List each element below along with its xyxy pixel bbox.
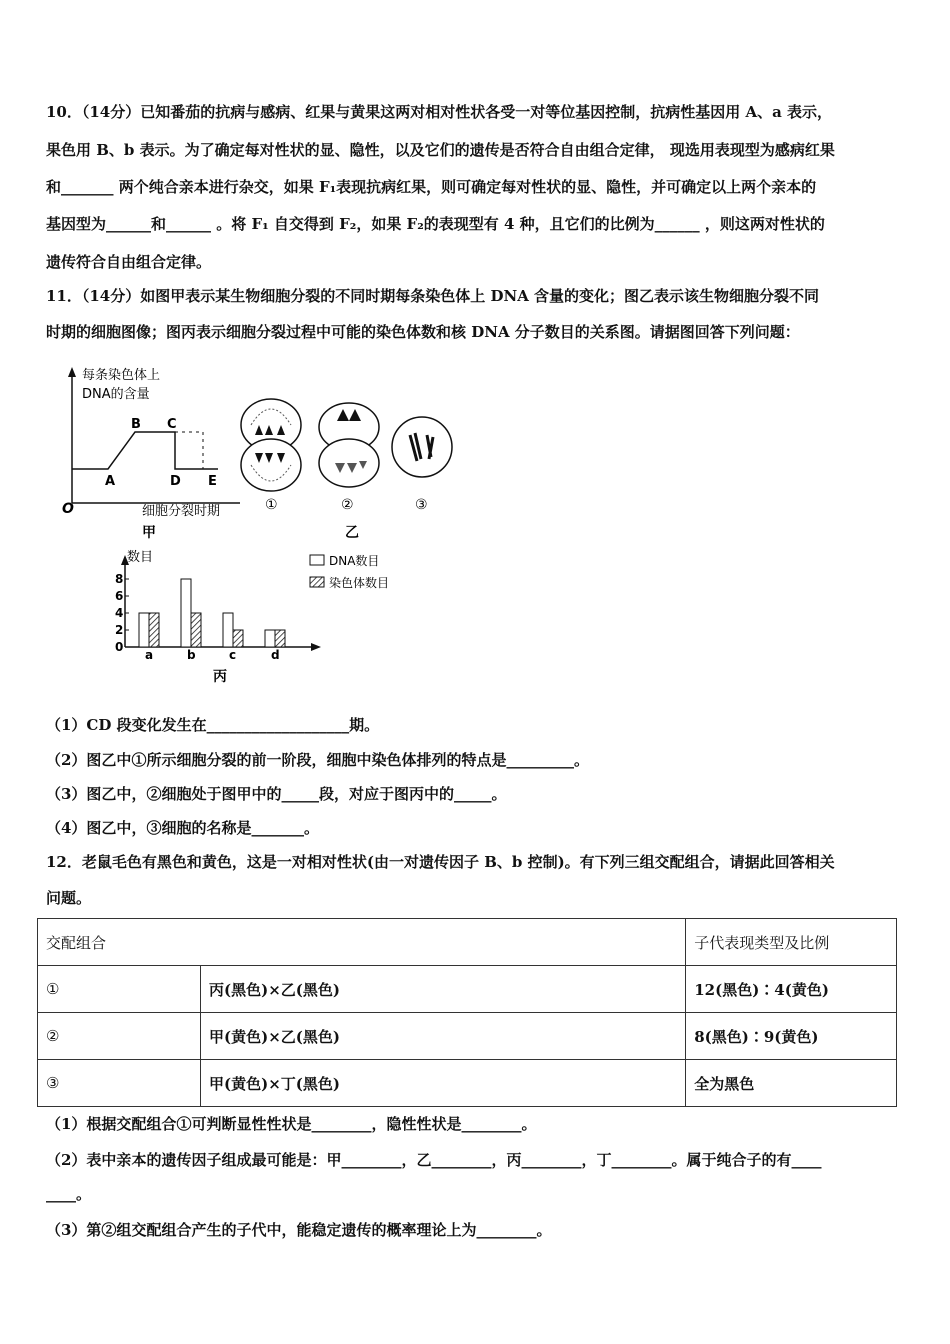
y-tick-label: 6 (115, 589, 124, 603)
q10-line-2: 果色用 B、b 表示。为了确定每对性状的显、隐性，以及它们的遗传是否符合自由组合定律， 现选用表现型为感病红果 (46, 141, 835, 159)
q12-sub-1: （1）根据交配组合①可判断显性性状是________，隐性性状是________。 (46, 1115, 537, 1133)
row-result: 8(黑色)∶9(黄色) (686, 1013, 897, 1060)
cross-table (37, 918, 897, 1107)
x-tick-label-d: d (271, 648, 280, 662)
cell-2-label: ② (341, 497, 354, 513)
point-e-label: E (208, 474, 217, 489)
point-a-label: A (105, 474, 116, 489)
table-row (38, 1013, 897, 1060)
cell-1-label: ① (265, 497, 278, 513)
q11-line-2: 时期的细胞图像；图丙表示细胞分裂过程中可能的染色体数和核 DNA 分子数目的关系图。请据图回答下列问题： (46, 323, 800, 341)
figure-jia (60, 365, 250, 545)
y-tick-label: 2 (115, 623, 124, 637)
q11-line-1: 11．（14分）如图甲表示某生物细胞分裂的不同时期每条染色体上 DNA 含量的变化；图乙表示该生物细胞分裂不同 (46, 287, 820, 305)
header-result: 子代表现类型及比例 (686, 919, 897, 966)
q10-line-5: 遗传符合自由组合定律。 (46, 253, 212, 271)
table-row (38, 966, 897, 1013)
q10-line-1: 10．（14分）已知番茄的抗病与感病、红果与黄果这两对相对性状各受一对等位基因控制，抗病性基因用 A、a 表示， (46, 103, 833, 121)
point-b-label: B (131, 417, 141, 432)
row-result: 全为黑色 (686, 1060, 897, 1107)
row-result: 12(黑色)∶4(黄色) (686, 966, 897, 1013)
q10-line-3: 和_______ 两个纯合亲本进行杂交，如果 F₁表现抗病红果，则可确定每对性状的显、隐性，并可确定以上两个亲本的 (46, 178, 817, 196)
bar-chrom-d (275, 630, 285, 647)
jia-caption: 甲 (142, 525, 156, 541)
origin-label: O (62, 501, 74, 517)
bar-chrom-a (149, 613, 159, 647)
bar-dna-c (223, 613, 233, 647)
row-cross: 甲(黄色)×乙(黑色) (201, 1013, 686, 1060)
yi-caption: 乙 (345, 525, 359, 541)
jia-xlabel: 细胞分裂时期 (142, 504, 221, 519)
row-no: ② (38, 1013, 201, 1060)
point-d-label: D (170, 474, 181, 489)
q11-sub-4: （4）图乙中，③细胞的名称是_______。 (46, 819, 319, 837)
bing-caption: 丙 (213, 669, 227, 685)
jia-curve (72, 432, 218, 469)
legend-dna-label: DNA数目 (329, 554, 380, 568)
row-no: ③ (38, 1060, 201, 1107)
legend-dna-swatch (310, 555, 324, 565)
q12-sub-2: （2）表中亲本的遗传因子组成最可能是：甲________，乙________，丙________，丁________。属于纯合子的有____ (46, 1151, 822, 1169)
q12-line-1: 12．老鼠毛色有黑色和黄色，这是一对相对性状(由一对遗传因子 B、b 控制)。有下列三组交配组合，请据此回答相关 (46, 853, 835, 871)
x-tick-label-c: c (229, 648, 237, 662)
q11-sub-2: （2）图乙中①所示细胞分裂的前一阶段，细胞中染色体排列的特点是_________。 (46, 751, 589, 769)
y-tick-label: 8 (115, 572, 124, 586)
legend-chrom-label: 染色体数目 (329, 576, 390, 590)
y-tick-label: 0 (115, 640, 124, 654)
q11-sub-1: （1）CD 段变化发生在___________________期。 (46, 716, 380, 734)
cell-2 (319, 403, 379, 487)
point-c-label: C (167, 417, 177, 432)
y-tick-label: 4 (115, 606, 124, 620)
q12-sub-2-cont: ____。 (46, 1185, 92, 1203)
q12-line-2: 问题。 (46, 889, 92, 907)
row-no: ① (38, 966, 201, 1013)
jia-ylabel-1: 每条染色体上 (82, 368, 161, 383)
row-cross: 丙(黑色)×乙(黑色) (201, 966, 686, 1013)
x-tick-label-b: b (187, 648, 196, 662)
bing-ylabel: 数目 (127, 550, 154, 565)
q11-sub-3: （3）图乙中，②细胞处于图甲中的_____段，对应于图丙中的_____。 (46, 785, 507, 803)
header-cross: 交配组合 (38, 919, 686, 966)
figure-bing (105, 545, 435, 690)
jia-ylabel-2: DNA的含量 (82, 387, 150, 402)
q12-sub-3: （3）第②组交配组合产生的子代中，能稳定遗传的概率理论上为________。 (46, 1221, 552, 1239)
table-row (38, 1060, 897, 1107)
row-cross: 甲(黄色)×丁(黑色) (201, 1060, 686, 1107)
bar-dna-a (139, 613, 149, 647)
bar-chrom-b (191, 613, 201, 647)
bar-chrom-c (233, 630, 243, 647)
cell-3-label: ③ (415, 497, 428, 513)
bar-dna-d (265, 630, 275, 647)
x-tick-label-a: a (145, 648, 154, 662)
figure-yi (235, 395, 465, 545)
bar-dna-b (181, 579, 191, 647)
cell-1 (241, 399, 301, 491)
q10-line-4: 基因型为______和______ 。将 F₁ 自交得到 F₂，如果 F₂的表现型有 4 种，且它们的比例为______ ，则这两对性状的 (46, 215, 825, 233)
table-header-row (38, 919, 897, 966)
legend-chrom-swatch (310, 577, 324, 587)
cell-3 (392, 417, 452, 477)
